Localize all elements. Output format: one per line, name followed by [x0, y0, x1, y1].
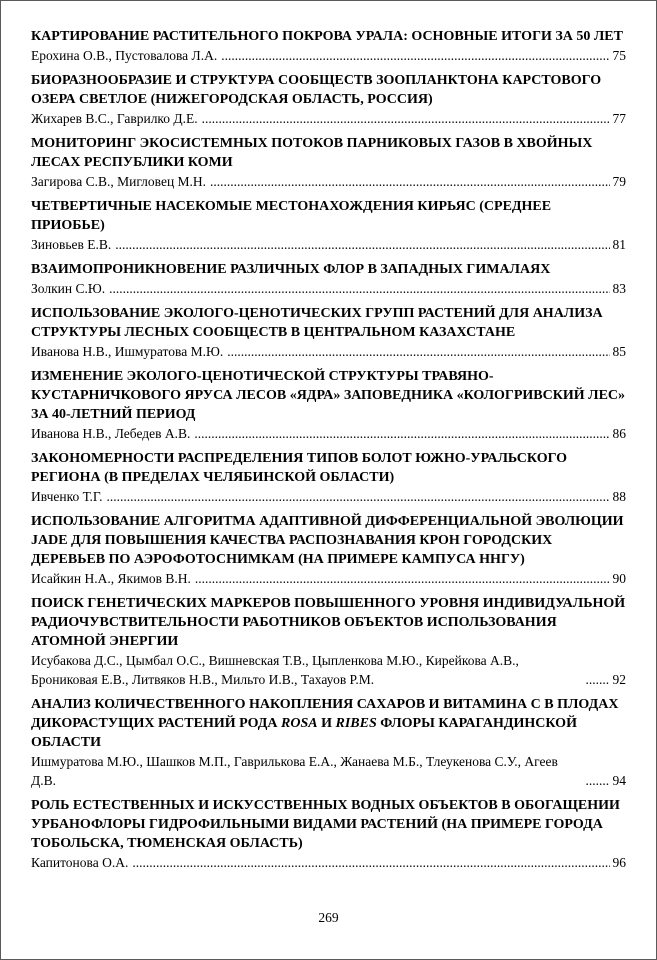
dot-leader — [132, 853, 609, 872]
entry-authors: Ивченко Т.Г. — [31, 489, 103, 504]
entry-page-number: 77 — [612, 111, 626, 126]
entry-title: ВЗАИМОПРОНИКНОВЕНИЕ РАЗЛИЧНЫХ ФЛОР В ЗАПАДНЫХ ГИМАЛАЯХ — [31, 262, 551, 277]
toc-entry — [31, 512, 626, 588]
dot-leader — [227, 342, 609, 361]
entry-author-line — [31, 342, 626, 361]
entry-title: ЧЕТВЕРТИЧНЫЕ НАСЕКОМЫЕ МЕСТОНАХОЖДЕНИЯ КИРЬЯС (СРЕДНЕЕ ПРИОБЬЕ) — [31, 199, 552, 233]
toc-entry — [31, 260, 626, 298]
toc-entry — [31, 367, 626, 443]
entry-authors: Иванова Н.В., Лебедев А.В. — [31, 426, 191, 441]
entry-page-number: 96 — [612, 855, 626, 870]
dot-leader — [210, 172, 609, 191]
entry-author-line — [31, 172, 626, 191]
dot-leader — [107, 487, 610, 506]
entry-title: КАРТИРОВАНИЕ РАСТИТЕЛЬНОГО ПОКРОВА УРАЛА: ОСНОВНЫЕ ИТОГИ ЗА 50 ЛЕТ — [31, 29, 623, 44]
toc-entry — [31, 197, 626, 254]
entry-title: ИЗМЕНЕНИЕ ЭКОЛОГО-ЦЕНОТИЧЕСКОЙ СТРУКТУРЫ ТРАВЯНО-КУСТАРНИЧКОВОГО ЯРУСА ЛЕСОВ «ЯДРА» ЗАПОВЕДНИКА «КОЛОГРИВСКИЙ ЛЕС» ЗА 40-ЛЕТНИЙ ПЕРИОД — [31, 369, 626, 422]
toc-entry — [31, 695, 626, 790]
entry-title: РОЛЬ ЕСТЕСТВЕННЫХ И ИСКУССТВЕННЫХ ВОДНЫХ ОБЪЕКТОВ В ОБОГАЩЕНИИ УРБАНОФЛОРЫ ГИДРОФИЛЬНЫМИ ВИДАМИ РАСТЕНИЙ (НА ПРИМЕРЕ ГОРОДА ТОБОЛЬСКА, ТЮМЕНСКАЯ ОБЛАСТЬ) — [31, 798, 620, 851]
entry-author-line — [31, 109, 626, 128]
entry-author-line — [31, 853, 626, 872]
toc-list — [31, 27, 626, 872]
entry-page-number: 85 — [612, 344, 626, 359]
entry-authors: Капитонова О.А. — [31, 855, 129, 870]
toc-entry — [31, 71, 626, 128]
entry-title-segment: АНАЛИЗ КОЛИЧЕСТВЕННОГО НАКОПЛЕНИЯ САХАРОВ И ВИТАМИНА С В ПЛОДАХ ДИКОРАСТУЩИХ РАСТЕНИЙ РОДА — [31, 697, 619, 731]
toc-entry — [31, 27, 626, 65]
entry-page-number: 79 — [612, 174, 626, 189]
entry-page-number: 86 — [612, 426, 626, 441]
entry-page-number: 83 — [612, 281, 626, 296]
entry-page-number: 92 — [612, 672, 626, 687]
entry-title: ЗАКОНОМЕРНОСТИ РАСПРЕДЕЛЕНИЯ ТИПОВ БОЛОТ ЮЖНО-УРАЛЬСКОГО РЕГИОНА (В ПРЕДЕЛАХ ЧЕЛЯБИНСКОЙ ОБЛАСТИ) — [31, 451, 568, 485]
toc-entry — [31, 134, 626, 191]
dot-leader — [221, 46, 609, 65]
dot-leader — [109, 279, 609, 298]
entry-title: ПОИСК ГЕНЕТИЧЕСКИХ МАРКЕРОВ ПОВЫШЕННОГО УРОВНЯ ИНДИВИДУАЛЬНОЙ РАДИОЧУВСТВИТЕЛЬНОСТИ РАБОТНИКОВ ОБЪЕКТОВ ИСПОЛЬЗОВАНИЯ АТОМНОЙ ЭНЕРГИИ — [31, 596, 626, 649]
entry-authors: Иванова Н.В., Ишмуратова М.Ю. — [31, 344, 224, 359]
entry-title — [31, 695, 626, 752]
entry-authors: Ишмуратова М.Ю., Шашков М.П., Гаврилькова Е.А., Жанаева М.Б., Тлеукенова С.У., Агеев Д.В. — [31, 754, 558, 788]
dot-leader — [195, 569, 610, 588]
dot-leader — [202, 109, 610, 128]
entry-title-segment: ROSA — [281, 716, 318, 731]
entry-page-number: 81 — [612, 237, 626, 252]
entry-title-segment: ФЛОРЫ КАРАГАНДИНСКОЙ ОБЛАСТИ — [31, 716, 577, 750]
toc-entry — [31, 594, 626, 689]
entry-page-number: 88 — [612, 489, 626, 504]
entry-author-line — [31, 487, 626, 506]
toc-entry — [31, 304, 626, 361]
entry-page-number: 75 — [612, 48, 626, 63]
entry-title: МОНИТОРИНГ ЭКОСИСТЕМНЫХ ПОТОКОВ ПАРНИКОВЫХ ГАЗОВ В ХВОЙНЫХ ЛЕСАХ РЕСПУБЛИКИ КОМИ — [31, 136, 593, 170]
entry-authors: Зиновьев Е.В. — [31, 237, 112, 252]
dot-leader — [586, 771, 610, 790]
entry-authors: Ерохина О.В., Пустовалова Л.А. — [31, 48, 218, 63]
entry-title-segment: RIBES — [335, 716, 377, 731]
entry-authors: Жихарев В.С., Гаврилко Д.Е. — [31, 111, 198, 126]
dot-leader — [115, 235, 609, 254]
entry-author-line — [31, 235, 626, 254]
entry-title: ИСПОЛЬЗОВАНИЕ АЛГОРИТМА АДАПТИВНОЙ ДИФФЕРЕНЦИАЛЬНОЙ ЭВОЛЮЦИИ JADE ДЛЯ ПОВЫШЕНИЯ КАЧЕСТВА РАСПОЗНАВАНИЯ КРОН ГОРОДСКИХ ДЕРЕВЬЕВ ПО АЭРОФОТОСНИМКАМ (НА ПРИМЕРЕ КАМПУСА ННГУ) — [31, 514, 624, 567]
entry-title: БИОРАЗНООБРАЗИЕ И СТРУКТУРА СООБЩЕСТВ ЗООПЛАНКТОНА КАРСТОВОГО ОЗЕРА СВЕТЛОЕ (НИЖЕГОРОДСКАЯ ОБЛАСТЬ, РОССИЯ) — [31, 73, 602, 107]
entry-authors: Исайкин Н.А., Якимов В.Н. — [31, 571, 191, 586]
entry-authors: Исубакова Д.С., Цымбал О.С., Вишневская Т.В., Цыпленкова М.Ю., Кирейкова А.В., Брониковая Е.В., Литвяков Н.В., Мильто И.В., Тахауов Р.М. — [31, 653, 519, 687]
entry-author-line — [31, 569, 626, 588]
toc-entry — [31, 449, 626, 506]
entry-author-line — [31, 651, 626, 689]
entry-author-line — [31, 46, 626, 65]
entry-author-line — [31, 424, 626, 443]
entry-title: ИСПОЛЬЗОВАНИЕ ЭКОЛОГО-ЦЕНОТИЧЕСКИХ ГРУПП РАСТЕНИЙ ДЛЯ АНАЛИЗА СТРУКТУРЫ ЛЕСНЫХ СООБЩЕСТВ В ЦЕНТРАЛЬНОМ КАЗАХСТАНЕ — [31, 306, 603, 340]
entry-authors: Загирова С.В., Мигловец М.Н. — [31, 174, 207, 189]
entry-page-number: 90 — [612, 571, 626, 586]
entry-author-line — [31, 279, 626, 298]
entry-page-number: 94 — [612, 773, 626, 788]
page-number-footer: 269 — [318, 910, 339, 925]
entry-title-segment: И — [317, 716, 336, 731]
dot-leader — [194, 424, 609, 443]
entry-authors: Золкин С.Ю. — [31, 281, 106, 296]
dot-leader — [586, 670, 610, 689]
entry-author-line — [31, 752, 626, 790]
toc-entry — [31, 796, 626, 872]
